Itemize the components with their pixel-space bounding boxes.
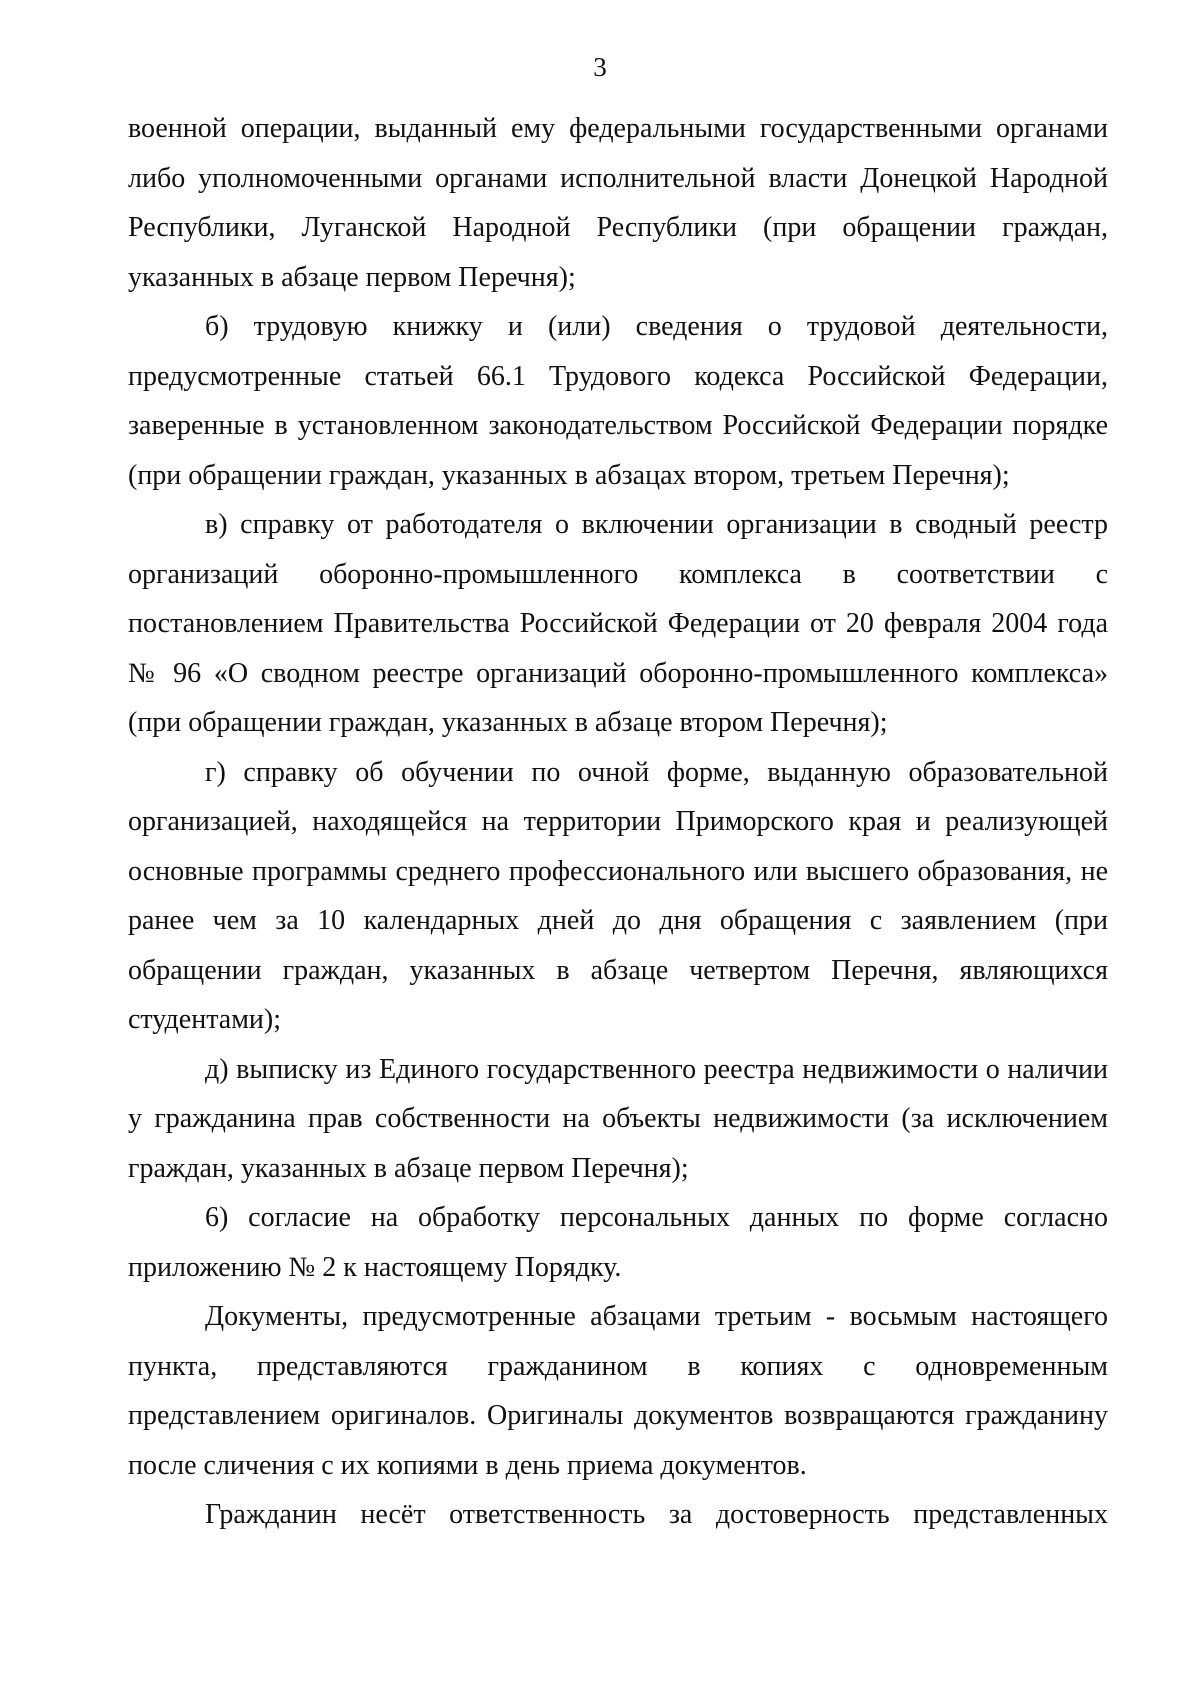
paragraph-item-b: б) трудовую книжку и (или) сведения о трудовой деятельности, предусмотренные статьей 66.1 Трудового кодекса Российской Федерации, заверенные в установленном законодательством Российской Федерации порядке (при обращении граждан, указанных в абзацах втором, третьем Перечня); [128,311,1108,491]
page-number: 3 [593,52,607,82]
paragraph-item-6: 6) согласие на обработку персональных данных по форме согласно приложению № 2 к настоящему Порядку. [128,1202,1108,1283]
paragraph-responsibility: Гражданин несёт ответственность за достоверность представленных [205,1499,1108,1530]
paragraph-continuation: военной операции, выданный ему федеральными государственными органами либо уполномоченными органами исполнительной власти Донецкой Народной Республики, Луганской Народной Республики (при обращении граждан, указанных в абзаце первом Перечня); [128,113,1108,293]
paragraph-item-d: д) выписку из Единого государственного реестра недвижимости о наличии у гражданина прав собственности на объекты недвижимости (за исключением граждан, указанных в абзаце первом Перечня); [128,1053,1108,1184]
paragraph-item-g: г) справку об обучении по очной форме, выданную образовательной организацией, находящейся на территории Приморского края и реализующей основные программы среднего профессионального или высшего образования, не ранее чем за 10 календарных дней до дня обращения с заявлением (при обращении граждан, указанных в абзаце четвертом Перечня, являющихся студентами); [128,756,1108,1035]
document-body [128,104,1108,1540]
paragraph-item-v: в) справку от работодателя о включении организации в сводный реестр организаций оборонно-промышленного комплекса в соответствии с постановлением Правительства Российской Федерации от 20 февраля 2004 года № 96 «О сводном реестре организаций оборонно-промышленного комплекса» (при обращении граждан, указанных в абзаце втором Перечня); [128,509,1108,738]
paragraph-documents: Документы, предусмотренные абзацами третьим - восьмым настоящего пункта, представляются гражданином в копиях с одновременным представлением оригиналов. Оригиналы документов возвращаются гражданину после сличения с их копиями в день приема документов. [128,1301,1108,1481]
